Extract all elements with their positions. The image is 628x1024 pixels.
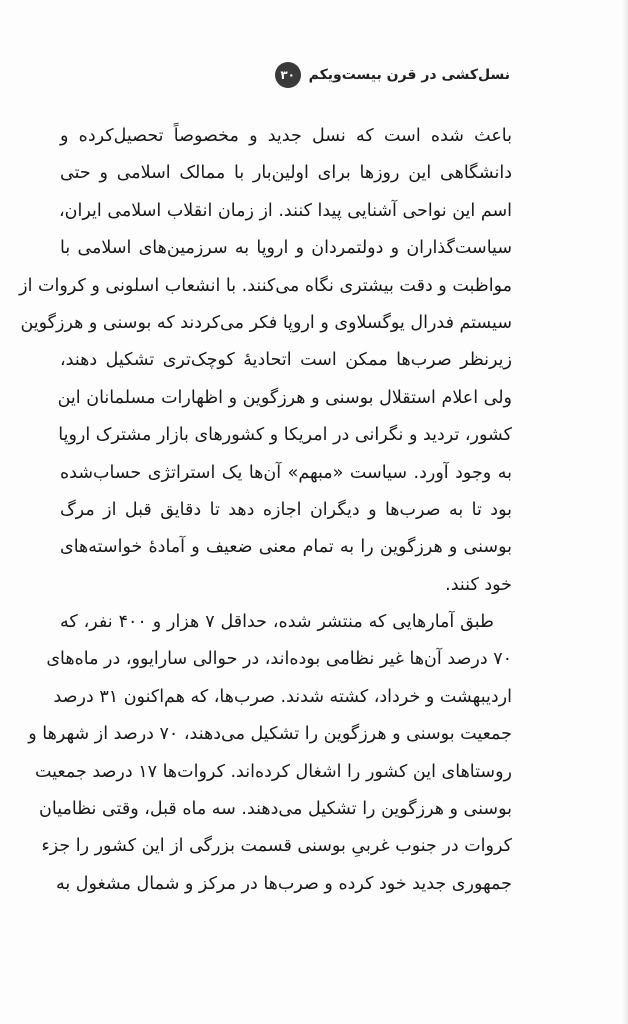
running-title: نسل‌کشی در قرن بیست‌ویکم (308, 67, 510, 83)
text-line: خود کنند. (445, 574, 512, 595)
text-line: بوسنی و هرزگوین را به تمام معنی ضعیف و آمادهٔ خواسته‌های (60, 537, 512, 558)
text-line: طبق آمارهایی که منتشر شده، حداقل ۷ هزار و ۴۰۰ نفر، که (60, 612, 494, 633)
text-line: سیستم فدرال یوگسلاوی و اروپا فکر می‌کردند که بوسنی و هرزگوین (20, 312, 512, 333)
text-line: باعث شده است که نسل جدید و مخصوصاً تحصیل‌کرده و (60, 126, 512, 146)
text-line: جمعیت بوسنی و هرزگوین را تشکیل می‌دهند، ۷۰ درصد از شهرها و (28, 724, 512, 745)
text-line: کروات در جنوب غربیِ بوسنی قسمت بزرگی از این کشور را جزء (41, 836, 512, 857)
text-line: اردیبهشت و خرداد، کشته شدند. صرب‌ها، که هم‌اکنون ۳۱ درصد (53, 686, 512, 707)
text-line: بوسنی و هرزگوین را تشکیل می‌دهند. سه ماه قبل، وقتی نظامیان (39, 799, 512, 820)
text-line: ۷۰ درصد آن‌ها غیر نظامی بوده‌اند، در حوالی سارایوو، در ماه‌های (46, 649, 512, 670)
text-line: کشور، تردید و نگرانی در امریکا و کشورهای بازار مشترک اروپا (58, 425, 512, 446)
text-line: بود تا به صرب‌ها و دیگران اجازه دهد تا دقایق قبل از مرگ (60, 499, 512, 520)
page-header (275, 62, 510, 88)
text-line: جمهوری جدید خود کرده و صرب‌ها در مرکز و شمال مشغول به (55, 873, 512, 894)
text-line: ولی اعلام استقلال بوسنی و هرزگوین و اظهارات مسلمانان این (57, 387, 512, 408)
text-line: دانشگاهی این روزها برای اولین‌بار با ممالک اسلامی و حتی (60, 163, 512, 184)
text-line: مواظبت و دقت بیشتری نگاه می‌کنند. با انشعاب اسلونی و کروات از (19, 275, 512, 296)
page-edge-shadow (622, 0, 628, 1024)
text-line: سیاست‌گذاران و دولتمردان و اروپا به سرزمین‌های اسلامی با (60, 238, 512, 259)
text-line: اسم این نواحی آشنایی پیدا کنند. از زمان انقلاب اسلامی ایران، (59, 200, 512, 221)
body-text (19, 118, 512, 903)
text-line: روستاهای این کشور را اشغال کرده‌اند. کروات‌ها ۱۷ درصد جمعیت (34, 761, 512, 782)
page-number-badge: ۳۰ (275, 62, 301, 88)
text-line: به وجود آورد. سیاست «مبهم» آن‌ها یک استراتژی حساب‌شده (60, 462, 512, 483)
text-line: زیرنظر صرب‌ها ممکن است اتحادیهٔ کوچک‌تری تشکیل دهند، (60, 350, 512, 371)
